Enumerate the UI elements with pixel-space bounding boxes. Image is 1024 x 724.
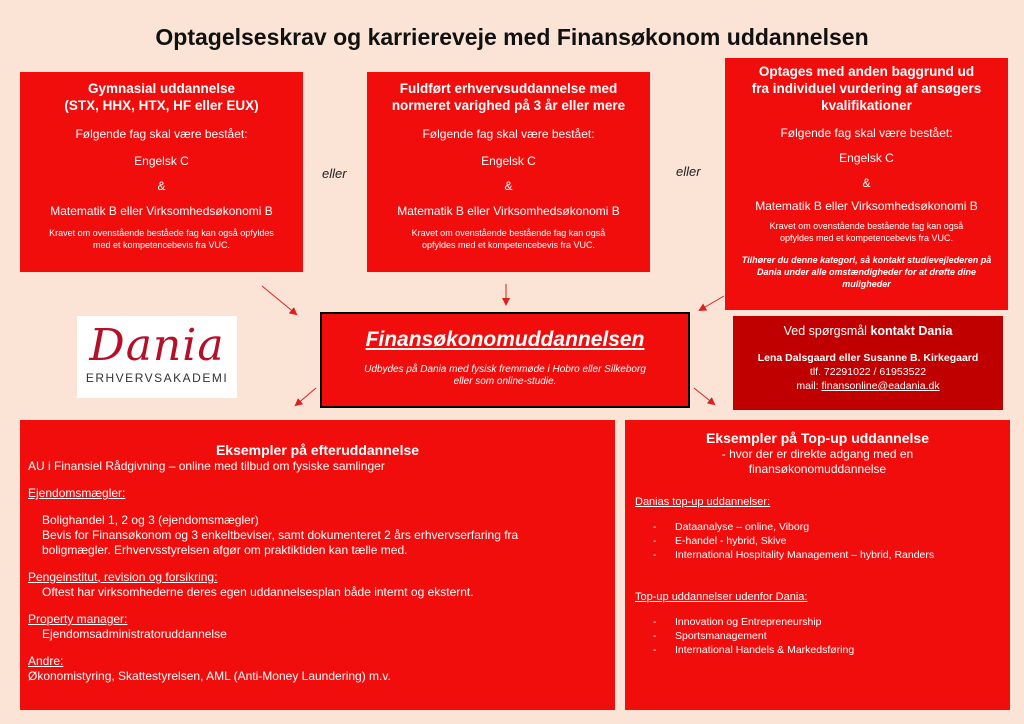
list-item: - Sportsmanagement [653, 630, 767, 642]
list-item: - International Hospitality Management – hybrid, Randers [653, 549, 935, 561]
program-description: eller som online-studie. [453, 376, 557, 387]
box-intro: Følgende fag skal være bestået: [422, 127, 595, 141]
contact-mail: mail: finansonline@eadania.dk [796, 380, 940, 392]
arrow-box1-to-center [262, 286, 296, 314]
list-item: - Dataanalyse – online, Viborg [653, 521, 810, 533]
connector-or: eller [322, 166, 347, 181]
efter-section-text: Oftest har virksomhederne deres egen uddannelsesplan både internt og eksternt. [42, 585, 474, 599]
box-intro: Følgende fag skal være bestået: [780, 126, 953, 140]
box-heading: kvalifikationer [821, 98, 912, 113]
box-subject: Matematik B eller Virksomhedsøkonomi B [50, 204, 273, 218]
box-subject: Engelsk C [481, 154, 536, 168]
arrow-center-to-topup [694, 388, 714, 404]
efter-section-text: Bolighandel 1, 2 og 3 (ejendomsmægler) [42, 513, 259, 527]
topup-other-label: Top-up uddannelser udenfor Dania: [635, 591, 808, 603]
efter-line: AU i Finansiel Rådgivning – online med tilbud om fysiske samlinger [28, 459, 385, 473]
efter-section-label: Andre: [28, 654, 64, 668]
efter-heading: Eksempler på efteruddannelse [215, 442, 420, 458]
efter-section-label: Property manager: [28, 612, 128, 626]
topup-dania-label: Danias top-up uddannelser: [635, 496, 771, 508]
contact-heading: Ved spørgsmål kontakt Dania [783, 324, 953, 338]
efter-section-text: Ejendomsadministratoruddannelse [42, 627, 227, 641]
arrow-center-to-efter [296, 388, 316, 405]
box-subject: Engelsk C [134, 154, 189, 168]
box-heading: Fuldført erhvervsuddannelse med [399, 81, 618, 96]
box-small-text: Kravet om ovenstående bestående fag kan også opfyldes med et kompetencebevis fra VUC. [411, 228, 606, 250]
box-heading: Gymnasial uddannelse [87, 81, 236, 96]
efter-section-label: Pengeinstitut, revision og forsikring: [28, 570, 218, 584]
list-item: - Innovation og Entrepreneurship [653, 616, 822, 628]
box-small-text: Kravet om ovenstående beståede fag kan også opfyldes med et kompetencebevis fra VUC. [49, 228, 274, 250]
program-description: Udbydes på Dania med fysisk fremmøde i Hobro eller Silkeborg [364, 364, 646, 375]
page-title: Optagelseskrav og karriereveje med Finansøkonom uddannelsen [155, 24, 869, 50]
program-title: Finansøkonomuddannelsen [365, 328, 645, 351]
box-ampersand: & [504, 179, 513, 193]
box-subject: Matematik B eller Virksomhedsøkonomi B [755, 199, 978, 213]
list-item: - E-handel - hybrid, Skive [653, 535, 787, 547]
box-ampersand: & [862, 176, 871, 190]
mail-link[interactable]: finansonline@eadania.dk [821, 380, 940, 392]
efter-section-text: Økonomistyring, Skattestyrelsen, AML (Anti-Money Laundering) m.v. [28, 669, 391, 683]
connector-or: eller [676, 164, 701, 179]
logo-subtitle: ERHVERVSAKADEMI [85, 371, 229, 385]
logo-wordmark: Dania [89, 320, 225, 371]
box-heading: (STX, HHX, HTX, HF eller EUX) [64, 98, 259, 113]
topup-subheading: - hvor der er direkte adgang med en [721, 447, 914, 461]
efter-section-label: Ejendomsmægler: [28, 486, 126, 500]
contact-names: Lena Dalsgaard eller Susanne B. Kirkegaard [757, 352, 979, 364]
box-ampersand: & [157, 179, 166, 193]
box-note: Tilhører du denne kategori, så kontakt studievejlederen på Dania under alle omstændigheder for at drøfte dine muligheder [741, 255, 992, 289]
box-heading: normeret varighed på 3 år eller mere [391, 98, 626, 113]
list-item: - International Handels & Markedsføring [653, 644, 855, 656]
box-subject: Engelsk C [839, 151, 894, 165]
box-intro: Følgende fag skal være bestået: [75, 127, 248, 141]
contact-phone: tlf. 72291022 / 61953522 [809, 366, 927, 378]
topup-heading: Eksempler på Top-up uddannelse [705, 430, 929, 446]
topup-subheading: finansøkonomuddannelse [748, 462, 887, 476]
box-small-text: Kravet om ovenstående bestående fag kan også opfyldes med et kompetencebevis fra VUC. [769, 221, 964, 243]
box-heading: Optages med anden baggrund ud [758, 64, 975, 79]
box-subject: Matematik B eller Virksomhedsøkonomi B [397, 204, 620, 218]
arrow-box3-to-center [700, 296, 724, 310]
box-heading: fra individuel vurdering af ansøgers [751, 81, 982, 96]
efter-section-text: Bevis for Finansøkonom og 3 enkeltbeviser, samt dokumenteret 2 års erhvervserfaring fra boligmægler. Erhvervsstyrelsen afgør om praktiktiden kan tælle med. [42, 528, 519, 557]
